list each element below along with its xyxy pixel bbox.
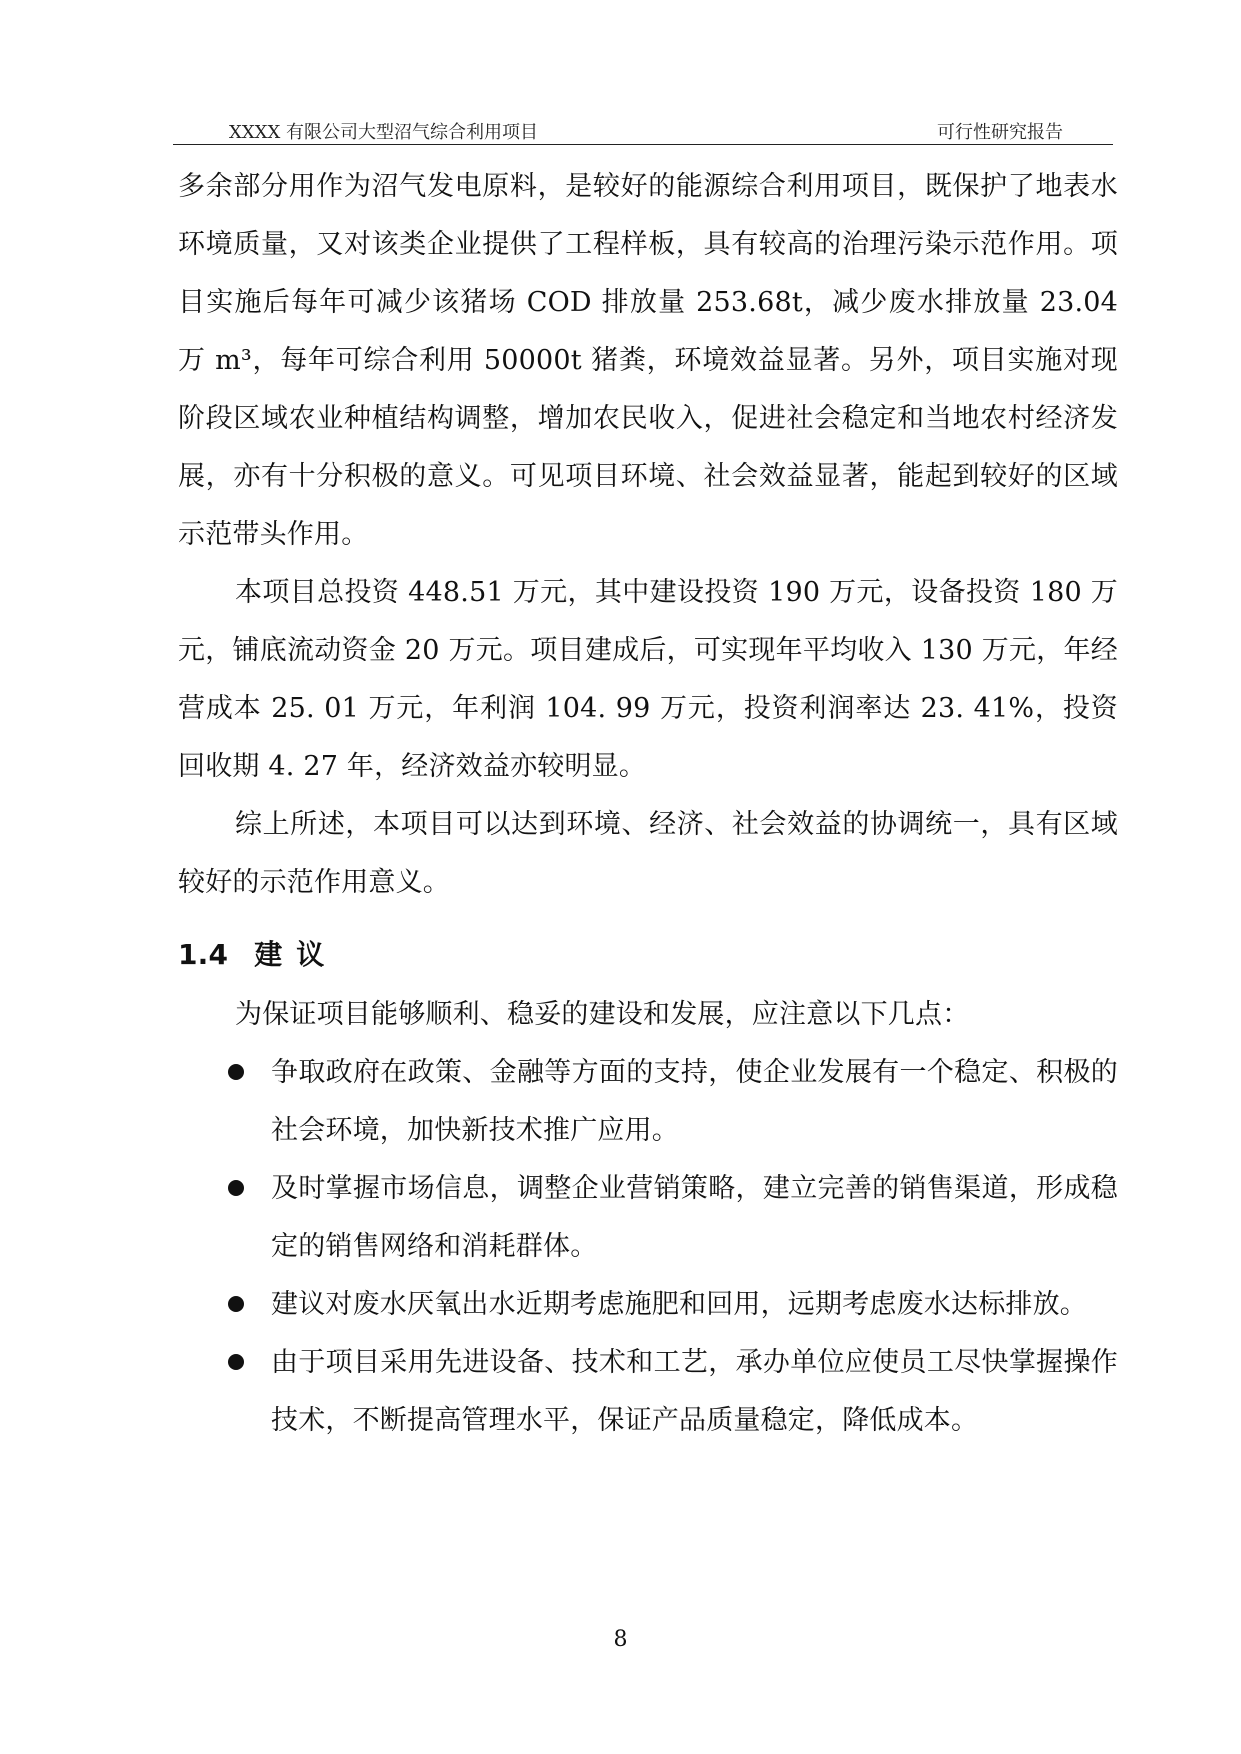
section-number: 1.4 bbox=[178, 938, 229, 971]
bullet-dot-icon bbox=[228, 1180, 244, 1196]
list-item bbox=[178, 1044, 1118, 1160]
list-item bbox=[178, 1276, 1118, 1334]
list-item bbox=[178, 1160, 1118, 1276]
paragraph-investment: 本项目总投资 448.51 万元，其中建设投资 190 万元，设备投资 180 万元，铺底流动资金 20 万元。项目建成后，可实现年平均收入 130 万元，年经营成本 25. 01 万元，年利润 104. 99 万元，投资利润率达 23. 41%，投资回收期 4. 27 年，经济效益亦较明显。 bbox=[178, 577, 1118, 782]
header-report-type: 可行性研究报告 bbox=[937, 122, 1063, 143]
header-company-project: XXXX 有限公司大型沼气综合利用项目 bbox=[229, 122, 538, 143]
page-body bbox=[178, 158, 1118, 1450]
page-header bbox=[173, 116, 1113, 145]
suggestions-intro: 为保证项目能够顺利、稳妥的建设和发展，应注意以下几点： bbox=[235, 999, 970, 1030]
list-item-text: 及时掌握市场信息，调整企业营销策略，建立完善的销售渠道，形成稳定的销售网络和消耗群体。 bbox=[271, 1173, 1118, 1262]
list-item-text: 由于项目采用先进设备、技术和工艺，承办单位应使员工尽快掌握操作技术，不断提高管理水平，保证产品质量稳定，降低成本。 bbox=[271, 1347, 1118, 1436]
paragraph-benefits-continued: 多余部分用作为沼气发电原料，是较好的能源综合利用项目，既保护了地表水环境质量，又对该类企业提供了工程样板，具有较高的治理污染示范作用。项目实施后每年可减少该猪场 COD 排放量 253.68t，减少废水排放量 23.04 万 m³，每年可综合利用 50000t 猪粪，环境效益显著。另外，项目实施对现阶段区域农业种植结构调整，增加农民收入，促进社会稳定和当地农村经济发展，亦有十分积极的意义。可见项目环境、社会效益显著，能起到较好的区域示范带头作用。 bbox=[178, 171, 1118, 550]
section-title: 建议 bbox=[254, 938, 339, 971]
bullet-dot-icon bbox=[228, 1354, 244, 1370]
page-number: 8 bbox=[613, 1627, 628, 1652]
bullet-dot-icon bbox=[228, 1296, 244, 1312]
list-item bbox=[178, 1334, 1118, 1450]
section-heading bbox=[178, 930, 1118, 980]
list-item-text: 建议对废水厌氧出水近期考虑施肥和回用，远期考虑废水达标排放。 bbox=[271, 1289, 1087, 1320]
list-item-text: 争取政府在政策、金融等方面的支持，使企业发展有一个稳定、积极的社会环境，加快新技术推广应用。 bbox=[271, 1057, 1118, 1146]
paragraph-summary: 综上所述，本项目可以达到环境、经济、社会效益的协调统一，具有区域较好的示范作用意义。 bbox=[178, 809, 1118, 898]
bullet-dot-icon bbox=[228, 1064, 244, 1080]
suggestions-list bbox=[178, 1044, 1118, 1450]
